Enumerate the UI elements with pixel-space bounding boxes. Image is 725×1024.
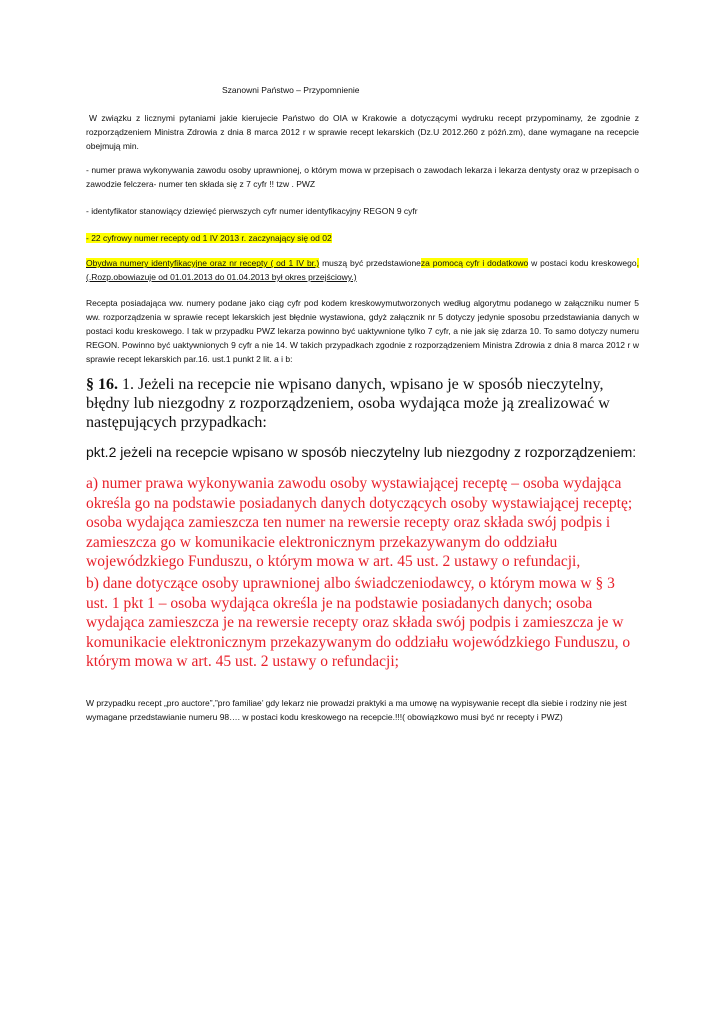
text-segment: w postaci kodu kreskowego: [528, 258, 637, 268]
highlight-identifiers: Obydwa numery identyfikacyjne oraz nr recepty ( od 1 IV br.): [86, 258, 320, 268]
highlight-comma: ,: [636, 258, 639, 268]
section-mark: § 16.: [86, 376, 118, 393]
intro-paragraph: W związku z licznymi pytaniami jakie kierujecie Państwo do OIA w Krakowie a dotyczącymi wydruku recept przypominamy, że zgodnie z rozporządzeniem Ministra Zdrowia z dnia 8 marca 2012 r w sprawie recept lekarskich (Dz.U 2012.260 z późń.zm), dane wymagane na recepcie obejmują min.: [86, 113, 639, 151]
list-item-regon: - identyfikator stanowiący dziewięć pierwszych cyfr numer identyfikacyjny REGON 9 cyfr: [86, 206, 418, 216]
highlight-digits: za pomocą cyfr i dodatkowo: [420, 258, 529, 268]
section-text: 1. Jeżeli na recepcie nie wpisano danych, wpisano je w sposób nieczytelny, błędny lub niezgodny z rozporządzeniem, osoba wydająca może ją zrealizować w następujących przypadkach:: [86, 376, 610, 431]
section-16-paragraph: [86, 375, 639, 432]
point-b-paragraph: b) dane dotyczące osoby uprawnionej albo świadczeniodawcy, o którym mowa w § 3 ust. 1 pkt 1 – osoba wydająca określa je na podstawie posiadanych danych; osoba wydająca zamieszcza je na rewersie recepty oraz składa swój podpis i zamieszcza je w komunikacie elektronicznym przekazywanym do oddziału wojewódzkiego Funduszu, o którym mowa w art. 45 ust. 2 ustawy o refundacji;: [86, 575, 631, 670]
struck-note: (.Rozp.obowiazuje od 01.01.2013 do 01.04.2013 był okres przejściowy.): [86, 272, 357, 282]
point-2-heading: pkt.2 jeżeli na recepcie wpisano w sposób nieczytelny lub niezgodny z rozporządzeniem:: [86, 444, 637, 460]
point-a-paragraph: a) numer prawa wykonywania zawodu osoby wystawiającej receptę – osoba wydająca określa go na podstawie posiadanych danych dotyczących osoby wystawiającej receptę; osoba wydająca zamieszcza ten numer na rewersie recepty oraz składa swój podpis i zamieszcza go w komunikacie elektronicznym przekazywanym do oddziału wojewódzkiego Funduszu, o którym mowa w art. 45 ust. 2 ustawy o refundacji,: [86, 475, 633, 570]
highlighted-text: - 22 cyfrowy numer recepty od 1 IV 2013 r. zaczynający się od 02: [86, 233, 332, 243]
list-item-pwz: - numer prawa wykonywania zawodu osoby uprawnionej, o którym mowa w przepisach o zawodach lekarza i lekarza dentysty oraz w przepisach o zawodzie felczera- numer ten składa się z 7 cyfr !! tzw . PWZ: [86, 165, 639, 189]
text-segment: muszą być przedstawione: [319, 258, 421, 268]
document-heading: Szanowni Państwo – Przypomnienie: [222, 85, 360, 95]
footer-paragraph: W przypadku recept „pro auctore”,”pro familiae’ gdy lekarz nie prowadzi praktyki a ma umowę na wypisywanie recept dla siebie i rodziny nie jest wymagane przedstawianie numeru 98…. w postaci kodu kreskowego na recepcie.!!!( obowiązkowo musi być nr recepty i PWZ): [86, 698, 627, 722]
barcode-explanation-paragraph: Recepta posiadająca ww. numery podane jako ciąg cyfr pod kodem kreskowymutworzonych według algorytmu podanego w załączniku numer 5 ww. rozporządzenia w sprawie recept lekarskich jest błędnie wystawiona, gdyż załącznik nr 5 dotyczy jedynie sposobu przedstawiania danych w postaci kodu kreskowego. I tak w przypadku PWZ lekarza powinno być uaktywnione tylko 7 cyfr, a nie jak się zdarza 10. To samo dotyczy numeru REGON. Powinno być uaktywnionych 9 cyfr a nie 14. W takich przypadkach zgodnie z rozporządzeniem Ministra Zdrowia z dnia 8 marca 2012 r w sprawie recept lekarskich par.16. ust.1 punkt 2 lit. a i b:: [86, 298, 639, 364]
list-item-prescription-number: [86, 231, 639, 245]
barcode-requirement-paragraph: [86, 256, 639, 284]
